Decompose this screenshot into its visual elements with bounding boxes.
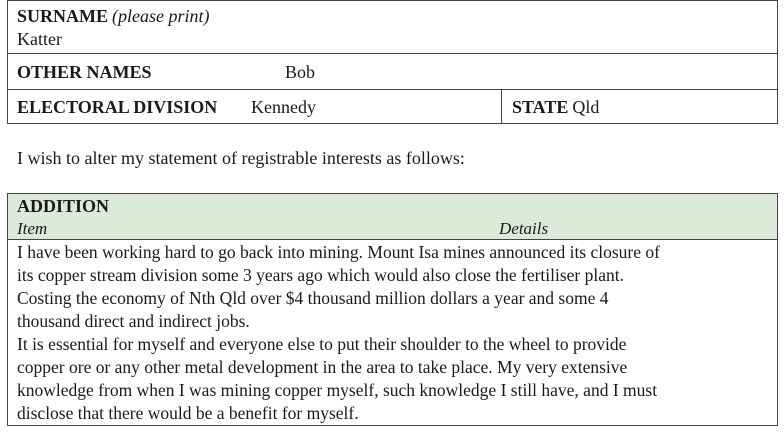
surname-note: (please print): [112, 6, 210, 26]
intro-statement: I wish to alter my statement of registrable interests as follows:: [17, 148, 465, 168]
electoral-division-row: [8, 90, 777, 124]
details-line: I have been working hard to go back into mining. Mount Isa mines announced its closure of: [17, 242, 660, 262]
state-group: [512, 97, 599, 118]
details-line: disclose that there would be a benefit for myself.: [17, 403, 359, 423]
surname-value: Katter: [17, 29, 62, 49]
addition-details-body: [8, 239, 777, 425]
details-line: thousand direct and indirect jobs.: [17, 311, 250, 331]
surname-label: SURNAME: [17, 6, 109, 26]
item-column-header: Item: [17, 219, 48, 238]
state-label: STATE: [512, 97, 569, 117]
details-column-header: Details: [499, 219, 549, 238]
electoral-division-value: Kennedy: [251, 97, 316, 117]
state-value: Qld: [572, 97, 600, 117]
member-details-form: [7, 0, 778, 124]
addition-section: [7, 193, 778, 426]
other-names-value: Bob: [285, 62, 316, 82]
other-names-row: [8, 54, 777, 90]
other-names-label: OTHER NAMES: [17, 62, 152, 82]
details-line: its copper stream division some 3 years ago which would also close the fertiliser plant.: [17, 265, 625, 285]
details-line: knowledge from when I was mining copper myself, such knowledge I still have, and I must: [17, 380, 658, 400]
surname-label-group: [17, 6, 210, 27]
state-cell: [501, 90, 777, 124]
details-line: It is essential for myself and everyone else to put their shoulder to the wheel to provide: [17, 334, 627, 354]
addition-title: ADDITION: [17, 196, 110, 216]
details-line: copper ore or any other metal development in the area to take place. My very extensive: [17, 357, 628, 377]
details-line: Costing the economy of Nth Qld over $4 thousand million dollars a year and some 4: [17, 288, 609, 308]
surname-row: [8, 1, 777, 54]
electoral-division-label: ELECTORAL DIVISION: [17, 97, 218, 117]
